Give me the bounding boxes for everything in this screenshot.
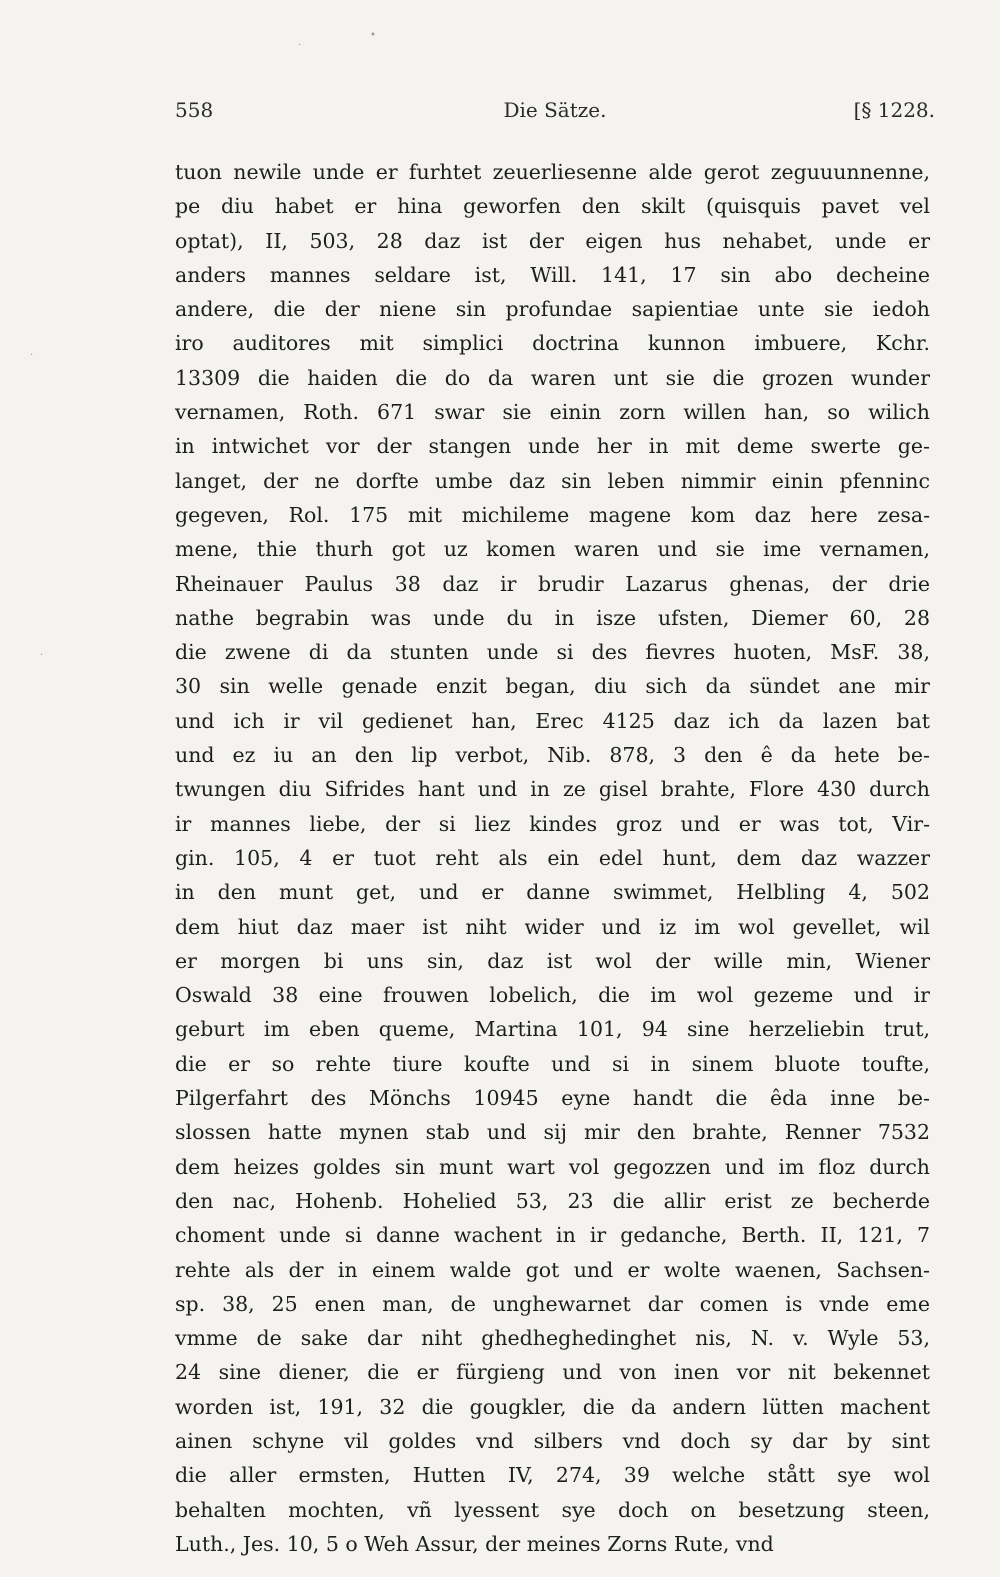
text-line: Rheinauer Paulus 38 daz ir brudir Lazarus ghenas, der drie	[175, 571, 930, 596]
page-speck: ·	[40, 650, 44, 661]
text-line: optat), II, 503, 28 daz ist der eigen hus nehabet, unde er	[175, 228, 930, 253]
text-line: die er so rehte tiure koufte und si in sinem bluote toufte,	[175, 1051, 930, 1076]
running-title: Die Sätze.	[503, 98, 607, 122]
body-text	[175, 155, 930, 1561]
text-line: den nac, Hohenb. Hohelied 53, 23 die allir erist ze becherde	[175, 1188, 930, 1213]
text-line: worden ist, 191, 32 die gougkler, die da andern lütten machent	[175, 1394, 930, 1419]
text-line: choment unde si danne wachent in ir gedanche, Berth. II, 121, 7	[175, 1223, 930, 1248]
text-line: die zwene di da stunten unde si des fievres huoten, MsF. 38,	[175, 640, 930, 665]
page-speck: ·	[298, 40, 302, 51]
text-line: 13309 die haiden die do da waren unt sie die grozen wunder	[175, 365, 930, 390]
text-line: 30 sin welle genade enzit began, diu sich da sündet ane mir	[175, 674, 930, 699]
text-line: ainen schyne vil goldes vnd silbers vnd doch sy dar by sint	[175, 1428, 930, 1453]
text-line: vmme de sake dar niht ghedheghedinghet nis, N. v. Wyle 53,	[175, 1326, 930, 1351]
text-line: pe diu habet er hina geworfen den skilt (quisquis pavet vel	[175, 194, 930, 219]
text-line: sp. 38, 25 enen man, de unghewarnet dar comen is vnde eme	[175, 1291, 930, 1316]
text-line: tuon newile unde er furhtet zeuerliesenne alde gerot zeguuunnenne,	[175, 160, 930, 184]
text-line: ir mannes liebe, der si liez kindes groz und er was tot, Vir-	[175, 811, 930, 836]
text-line: die aller ermsten, Hutten IV, 274, 39 welche stått sye wol	[175, 1463, 930, 1488]
text-line: er morgen bi uns sin, daz ist wol der wille min, Wiener	[175, 948, 930, 973]
text-line: rehte als der in einem walde got und er wolte waenen, Sachsen-	[175, 1257, 930, 1282]
text-line: und ich ir vil gedienet han, Erec 4125 daz ich da lazen bat	[175, 708, 930, 733]
text-line: iro auditores mit simplici doctrina kunnon imbuere, Kchr.	[175, 331, 930, 356]
text-line: gin. 105, 4 er tuot reht als ein edel hunt, dem daz wazzer	[175, 845, 930, 870]
text-line: geburt im eben queme, Martina 101, 94 sine herzeliebin trut,	[175, 1017, 930, 1042]
text-line: und ez iu an den lip verbot, Nib. 878, 3 den ê da hete be-	[175, 743, 930, 768]
section-reference: [§ 1228.	[853, 98, 935, 122]
page-header	[175, 98, 935, 128]
text-line: vernamen, Roth. 671 swar sie einin zorn willen han, so wilich	[175, 400, 930, 425]
text-line: in den munt get, und er danne swimmet, Helbling 4, 502	[175, 880, 930, 905]
text-line: dem hiut daz maer ist niht wider und iz im wol gevellet, wil	[175, 914, 930, 939]
text-line: twungen diu Sifrides hant und in ze gisel brahte, Flore 430 durch	[175, 777, 930, 802]
text-line: 24 sine diener, die er fürgieng und von inen vor nit bekennet	[175, 1360, 930, 1385]
text-line: nathe begrabin was unde du in isze ufsten, Diemer 60, 28	[175, 605, 930, 630]
text-line: Luth., Jes. 10, 5 o Weh Assur, der meines Zorns Rute, vnd	[175, 1531, 774, 1556]
text-line: andere, die der niene sin profundae sapientiae unte sie iedoh	[175, 297, 930, 322]
text-line: slossen hatte mynen stab und sij mir den brahte, Renner 7532	[175, 1120, 930, 1145]
page-speck: ·	[30, 350, 34, 361]
text-line: gegeven, Rol. 175 mit michileme magene kom daz here zesa-	[175, 502, 930, 527]
text-line: dem heizes goldes sin munt wart vol gegozzen und im floz durch	[175, 1154, 930, 1179]
page-number: 558	[175, 98, 214, 122]
text-line: Pilgerfahrt des Mönchs 10945 eyne handt die êda inne be-	[175, 1086, 930, 1111]
text-line: behalten mochten, vñ lyessent sye doch on besetzung steen,	[175, 1497, 930, 1522]
page-speck: •	[370, 30, 376, 41]
text-line: langet, der ne dorfte umbe daz sin leben nimmir einin pfenninc	[175, 468, 930, 493]
text-line: mene, thie thurh got uz komen waren und sie ime vernamen,	[175, 537, 930, 562]
text-line: Oswald 38 eine frouwen lobelich, die im wol gezeme und ir	[175, 983, 930, 1008]
text-line: anders mannes seldare ist, Will. 141, 17 sin abo decheine	[175, 262, 930, 287]
text-line: in intwichet vor der stangen unde her in mit deme swerte ge-	[175, 434, 930, 459]
